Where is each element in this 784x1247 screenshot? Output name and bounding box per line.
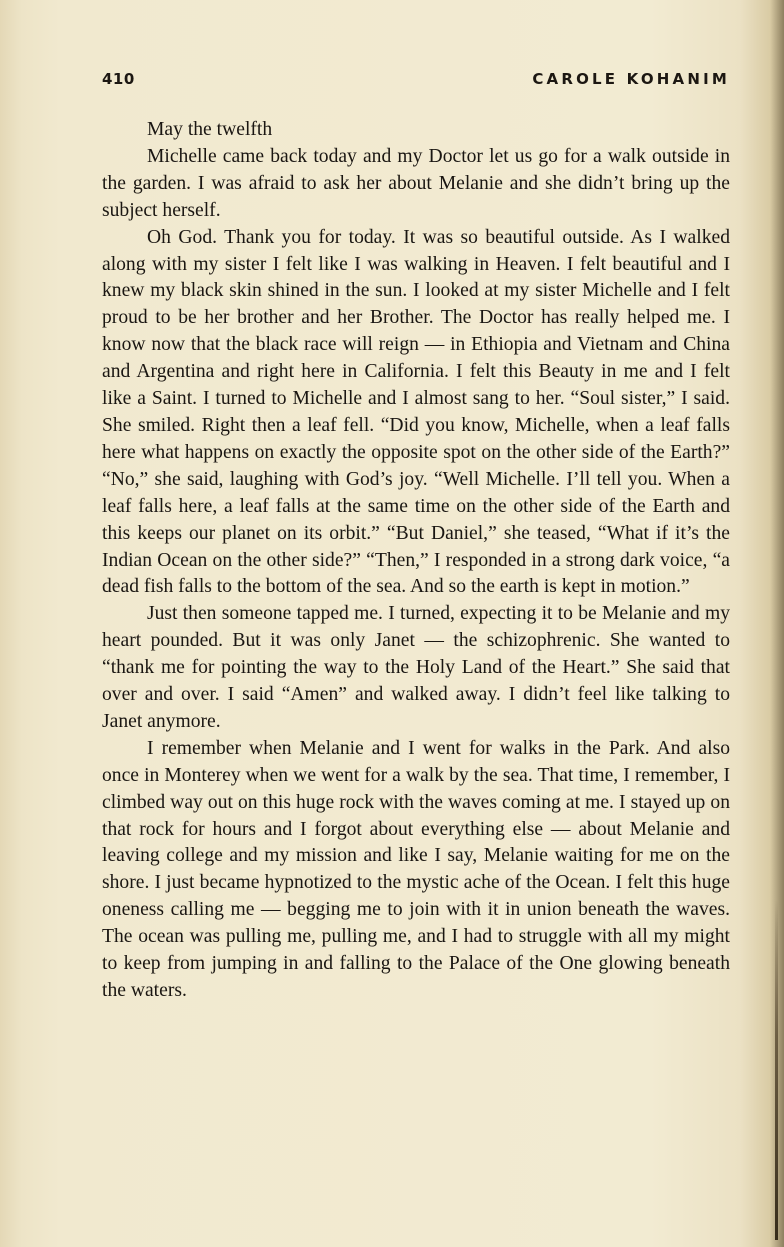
paragraph: Michelle came back today and my Doctor let us go for a walk outside in the garden. I was afraid to ask her about Melanie and she didn’t bring up the subject herself. — [102, 145, 730, 221]
page-header — [102, 70, 730, 94]
paragraph: Oh God. Thank you for today. It was so beautiful outside. As I walked along with my sister I felt like I was walking in Heaven. I felt beautiful and I knew my black skin shined in the sun. I looked at my sister Michelle and I felt proud to be her brother and her Brother. The Doctor has really helped me. I know now that the black race will reign — in Ethiopia and Vietnam and China and Argentina and right here in California. I felt this Beauty in me and I felt like a Saint. I turned to Michelle and I almost sang to her. “Soul sister,” I said. She smiled. Right then a leaf fell. “Did you know, Michelle, when a leaf falls here what happens on exactly the opposite spot on the other side of the Earth?” “No,” she said, laughing with God’s joy. “Well Michelle. I’ll tell you. When a leaf falls here, a leaf falls at the same time on the other side of the Earth and this keeps our planet on its orbit.” “But Daniel,” she teased, “What if it’s the Indian Ocean on the other side?” “Then,” I responded in a strong dark voice, “a dead fish falls to the bottom of the sea. And so the earth is kept in motion.” — [102, 226, 730, 598]
page-edge-shadow — [775, 900, 778, 1240]
paragraph-date-heading: May the twelfth — [147, 119, 273, 140]
paragraph: Just then someone tapped me. I turned, expecting it to be Melanie and my heart pounded. But it was only Janet — the schizophrenic. She wanted to “thank me for pointing the way to the Holy Land of the Heart.” She said that over and over. I said “Amen” and walked away. I didn’t feel like talking to Janet anymore. — [102, 603, 730, 732]
page-number: 410 — [102, 70, 135, 88]
running-head-author: CAROLE KOHANIM — [532, 70, 730, 88]
body-text — [102, 117, 730, 1005]
paragraph: I remember when Melanie and I went for walks in the Park. And also once in Monterey when we went for a walk by the sea. That time, I remember, I climbed way out on this huge rock with the waves coming at me. I stayed up on that rock for hours and I forgot about everything else — about Melanie and leaving college and my mission and like I say, Melanie waiting for me on the shore. I just became hypnotized to the mystic ache of the Ocean. I felt this huge oneness calling me — begging me to join with it in union beneath the waves. The ocean was pulling me, pulling me, and I had to struggle with all my might to keep from jumping in and falling to the Palace of the One glowing beneath the waters. — [102, 737, 730, 1001]
